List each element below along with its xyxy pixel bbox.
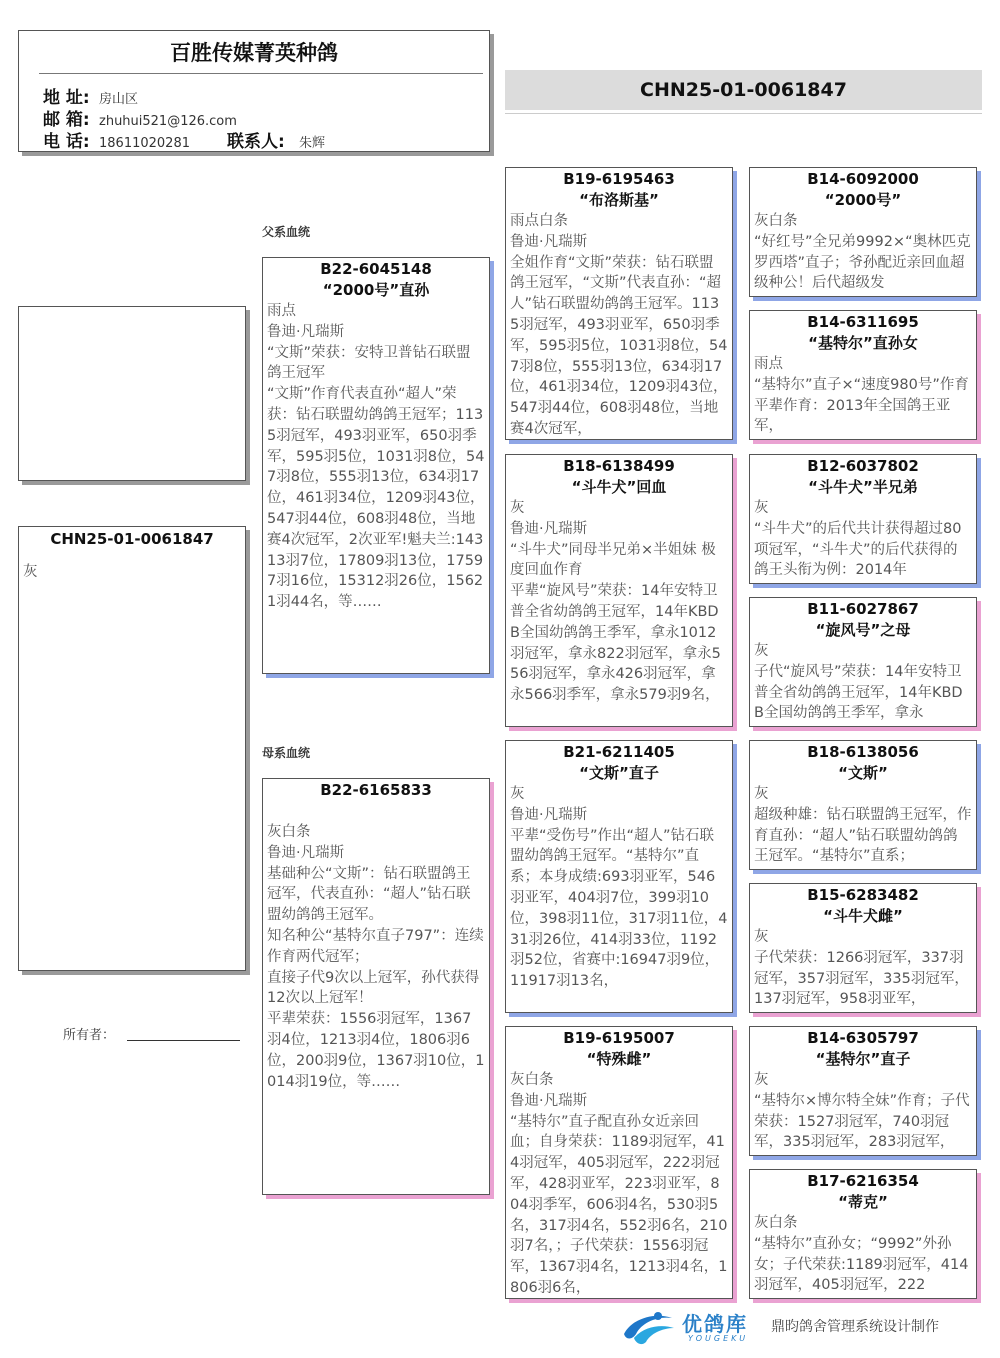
owner-row (63, 1024, 115, 1043)
owner-label: 所有者： (63, 1028, 116, 1043)
dam-note: 平辈荣获：1556羽冠军，1367羽4位，1213羽4位，1806羽6位，200羽9位，1367羽10位，1014羽19位，等…… (267, 1011, 485, 1090)
ggp-name: “蒂克” (838, 1193, 888, 1211)
subject-card (18, 526, 246, 971)
ggp-ring: B18-6138056 (807, 743, 919, 761)
sire-ring: B22-6045148 (320, 260, 432, 278)
ggp-color: 雨点 (754, 356, 783, 372)
loft-title: 百胜传媒菁英种鸽 (170, 41, 338, 65)
address-label: 地 址: (43, 88, 90, 108)
gp-color: 灰 (510, 786, 525, 802)
ggp-note: 子代“旋风号”荣获：14年安特卫普全省幼鸽鸽王冠军，14年KBDB全国幼鸽鸽王季军，拿永 (754, 663, 963, 722)
sire-card (262, 257, 490, 674)
granddam-paternal-card (505, 454, 733, 727)
sire-note: “文斯”作育代表直孙“超人”荣获：钻石联盟幼鸽鸽王冠军；1135羽冠军，493羽亚军，650羽季军，595羽5位，1031羽8位，547羽8位，555羽13位，634羽17位，461羽34位，1209羽43位，547羽44位，608羽48位，当地赛4次冠军，2次亚军!魁夫兰:14313羽7位，17809羽13位，17597羽16位，15312羽26位，15621羽44名，等…… (267, 386, 485, 611)
gp-name: “特殊雌” (586, 1050, 652, 1068)
ggp-color: 灰 (754, 500, 769, 516)
gp-note: “基特尔”直子配直孙女近亲回血；自身荣获：1189羽冠军，414羽冠军，405羽冠军，222羽冠军，428羽亚军，223羽亚军，804羽季军，606羽4名，530羽5名，317羽4名，552羽6名，210羽7名，；子代荣获：1556羽冠军，1367羽4名，1213羽4名，1806羽6名， (510, 1113, 728, 1296)
contact-label: 联系人: (227, 132, 285, 152)
yougeku-logo-icon (618, 1304, 678, 1348)
ggp-note: “基特尔×博尔特全妹”作育；子代荣获：1527羽冠军，740羽冠军，335羽冠军，283羽冠军， (754, 1092, 970, 1151)
ring-header-divider (505, 113, 982, 114)
gp-ring: B19-6195463 (563, 170, 675, 188)
ggp-color: 灰 (754, 929, 769, 945)
address-value: 房山区 (99, 92, 139, 107)
dam-section-label: 母系血统 (262, 746, 311, 760)
owner-signature-line (127, 1040, 240, 1041)
gp-breeder: 鲁迪·凡瑞斯 (510, 233, 588, 250)
phone-row (43, 127, 325, 152)
ggp-name: “基特尔”直孙女 (808, 334, 918, 352)
dam-note: 知名种公“基特尔直子797”：连续作育两代冠军； (267, 927, 484, 965)
ggp-color: 灰 (754, 1072, 769, 1088)
dam-color: 灰白条 (267, 824, 311, 840)
dam-note: 直接子代9次以上冠军，孙代获得12次以上冠军！ (267, 969, 480, 1007)
ggp-name: “2000号” (824, 191, 902, 209)
ggp-name: “基特尔”直子 (815, 1050, 911, 1068)
email-label: 邮 箱: (43, 110, 90, 130)
title-divider (39, 73, 483, 74)
ggp-card (749, 454, 977, 584)
sire-name: “2000号”直孙 (322, 281, 430, 299)
gp-ring: B21-6211405 (563, 743, 675, 761)
phone-value: 18611020281 (99, 136, 190, 151)
dam-ring: B22-6165833 (320, 781, 432, 799)
footer-credit: 鼎昀鸽舍管理系统设计制作 (771, 1319, 939, 1335)
ggp-color: 灰白条 (754, 213, 798, 229)
gp-name: “文斯”直子 (579, 764, 659, 782)
gp-breeder: 鲁迪·凡瑞斯 (510, 1092, 588, 1109)
ggp-note: “基特尔”直子×“速度980号”作育平辈作育：2013年全国鸽王亚军， (754, 376, 969, 435)
grandsire-paternal-card (505, 167, 733, 440)
ggp-name: “斗牛犬雌” (823, 907, 903, 925)
ggp-name: “文斯” (838, 764, 888, 782)
gp-note: “斗牛犬”同母半兄弟×半姐妹 极度回血作育 (510, 541, 716, 579)
ggp-ring: B15-6283482 (807, 886, 919, 904)
subject-color: 灰 (23, 564, 38, 580)
email-value: zhuhui521@126.com (99, 114, 237, 129)
contact-value: 朱辉 (299, 136, 326, 151)
grandsire-maternal-card (505, 740, 733, 1013)
gp-note: 平辈“旋风号”荣获：14年安特卫普全省幼鸽鸽王冠军，14年KBDB全国幼鸽鸽王季军，拿永1012羽冠军，拿永822羽冠军，拿永556羽冠军，拿永426羽冠军，拿永566羽季军，拿永579羽9名， (510, 583, 721, 704)
gp-breeder: 鲁迪·凡瑞斯 (510, 806, 588, 823)
subject-ring: CHN25-01-0061847 (50, 530, 214, 548)
gp-color: 雨点白条 (510, 213, 568, 229)
ggp-card (749, 310, 977, 440)
logo-subtext: YOUGEKU (688, 1334, 749, 1343)
granddam-maternal-card (505, 1026, 733, 1299)
dam-note: 基础种公“文斯”：钻石联盟鸽王冠军，代表直孙：“超人”钻石联盟幼鸽鸽王冠军。 (267, 865, 471, 924)
ggp-card (749, 883, 977, 1013)
phone-label: 电 话: (43, 132, 90, 152)
gp-color: 灰白条 (510, 1072, 554, 1088)
photo-placeholder (18, 306, 246, 481)
ggp-ring: B14-6311695 (807, 313, 919, 331)
ggp-note: “基特尔”直孙女；“9992”外孙女；子代荣获:1189羽冠军，414羽冠军，405羽冠军，222 (754, 1235, 969, 1294)
ggp-ring: B14-6305797 (807, 1029, 919, 1047)
ggp-ring: B14-6092000 (807, 170, 919, 188)
ggp-card (749, 1169, 977, 1299)
ggp-ring: B12-6037802 (807, 457, 919, 475)
ggp-name: “旋风号”之母 (815, 621, 911, 639)
ggp-color: 灰 (754, 643, 769, 659)
ggp-card (749, 1026, 977, 1156)
logo-text: 优鸽库 (682, 1312, 748, 1336)
ggp-card (749, 597, 977, 727)
dam-card (262, 778, 490, 1195)
sire-note: “文斯”荣获：安特卫普钻石联盟鸽王冠军 (267, 344, 471, 382)
ring-header: CHN25-01-0061847 (505, 70, 982, 110)
gp-name: “布洛斯基” (579, 191, 659, 209)
gp-ring: B18-6138499 (563, 457, 675, 475)
ggp-color: 灰白条 (754, 1215, 798, 1231)
ggp-card (749, 167, 977, 297)
gp-note: 平辈“受伤号”作出“超人”钻石联盟幼鸽鸽王冠军。“基特尔”直系；本身成绩:693羽亚军，546羽亚军，404羽7位，399羽10位，398羽11位，317羽11位，431羽26位，414羽33位，1192羽52位，省赛中:16947羽9位，11917羽13名， (510, 827, 728, 990)
ggp-ring: B17-6216354 (807, 1172, 919, 1190)
gp-breeder: 鲁迪·凡瑞斯 (510, 520, 588, 537)
ggp-color: 灰 (754, 786, 769, 802)
dam-breeder: 鲁迪·凡瑞斯 (267, 844, 345, 861)
gp-color: 灰 (510, 500, 525, 516)
dam-name (267, 801, 485, 822)
gp-name: “斗牛犬”回血 (571, 478, 667, 496)
ggp-card (749, 740, 977, 870)
ggp-note: 子代荣获：1266羽冠军，337羽冠军，357羽冠军，335羽冠军，137羽冠军，958羽亚军， (754, 949, 969, 1008)
ggp-ring: B11-6027867 (807, 600, 919, 618)
sire-breeder: 鲁迪·凡瑞斯 (267, 323, 345, 340)
gp-ring: B19-6195007 (563, 1029, 675, 1047)
sire-color: 雨点 (267, 303, 296, 319)
loft-info-box (18, 30, 490, 152)
ggp-note: “斗牛犬”的后代共计获得超过80项冠军，“斗牛犬”的后代获得的鸽王头衔为例：2014年 (754, 520, 962, 579)
ggp-note: 超级种雄：钻石联盟鸽王冠军，作育直孙：“超人”钻石联盟幼鸽鸽王冠军。“基特尔”直系； (754, 806, 972, 865)
ggp-note: “好红号”全兄弟9992×“奥林匹克罗西塔”直子；爷孙配近亲回血超级种公！后代超级发 (754, 233, 971, 292)
sire-section-label: 父系血统 (262, 225, 311, 239)
ggp-name: “斗牛犬”半兄弟 (808, 478, 918, 496)
gp-note: 全姐作育“文斯”荣获：钻石联盟鸽王冠军，“文斯”代表直孙：“超人”钻石联盟幼鸽鸽王冠军。1135羽冠军，493羽亚军，650羽季军，595羽5位，1031羽8位，547羽8位，555羽13位，634羽17位，461羽34位，1209羽43位，547羽44位，608羽48位，当地赛4次冠军， (510, 254, 728, 437)
